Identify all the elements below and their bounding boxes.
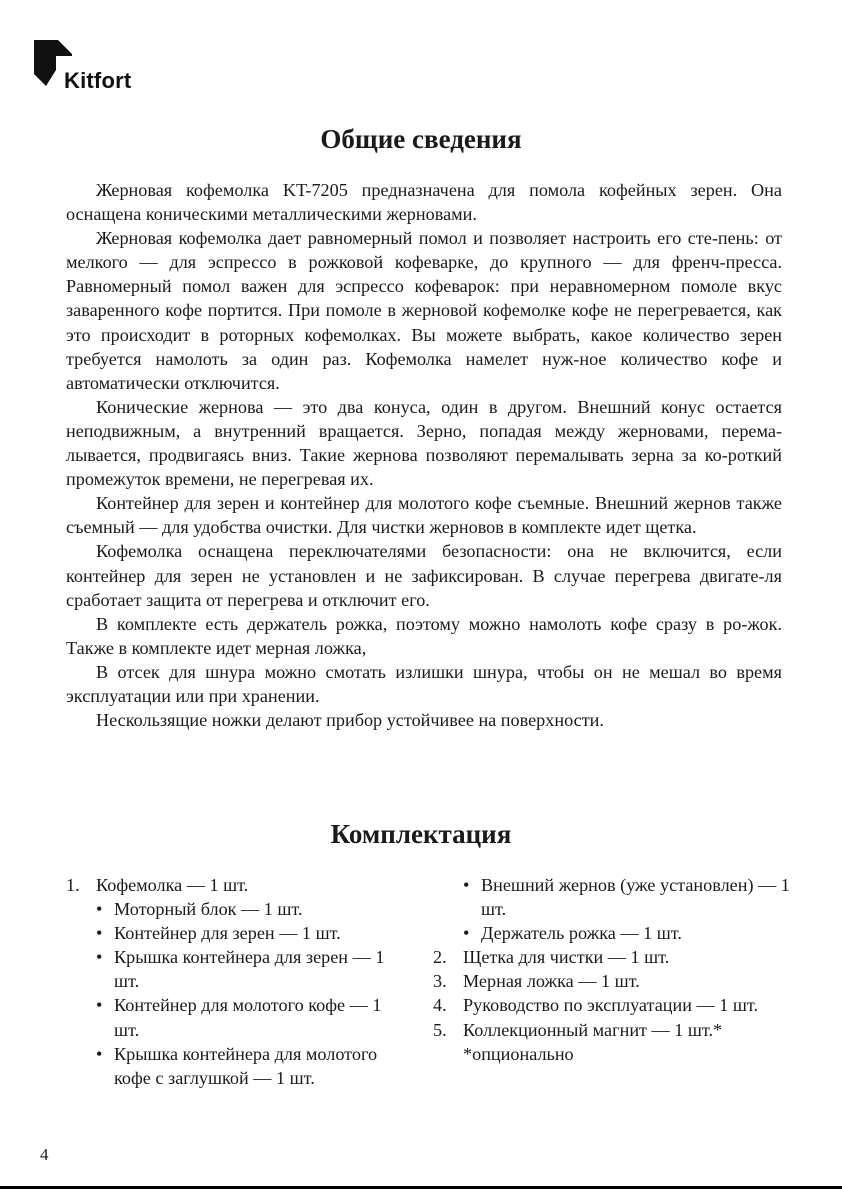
list-item-label: Руководство по эксплуатации — 1 шт. [463,995,759,1016]
list-number: 5. [433,1019,447,1040]
sub-list-item [66,993,411,1041]
list-item-label: Коллекционный магнит — 1 шт.* [463,1019,723,1040]
sub-list-item-label: Моторный блок — 1 шт. [114,899,303,920]
sub-list-item-label: Контейнер для зерен — 1 шт. [114,923,341,944]
sub-list-item [433,873,793,921]
footnote: *опционально [463,1043,574,1064]
bullet-icon: • [96,899,103,920]
list-item [433,945,793,969]
list-item-label: Щетка для чистки — 1 шт. [463,947,670,968]
sub-list-item-label: Крышка контейнера для молотого кофе с заглушкой — 1 шт. [114,1043,378,1088]
sub-list-item [66,1042,411,1090]
paragraph: Жерновая кофемолка KT-7205 предназначена для помола кофейных зерен. Она оснащена коническими металлическими жерновами. [66,180,782,225]
bullet-icon: • [96,1043,103,1064]
kitfort-logo [34,40,131,92]
sub-list-item-label: Внешний жернов (уже установлен) — 1 шт. [481,875,790,920]
section-title-kit: Комплектация [330,819,512,849]
list-number: 4. [433,995,447,1016]
sub-list-item-label: Держатель рожка — 1 шт. [481,923,682,944]
paragraph: Кофемолка оснащена переключателями безопасности: она не включится, если контейнер для зерен не установлен и не зафиксирован. В случае перегрева двигате-ля сработает защита от перегрева и отключит его. [66,541,782,610]
list-item [433,1018,793,1042]
bullet-icon: • [96,995,103,1016]
general-body [66,178,782,732]
sub-list-item [66,945,411,993]
list-number: 3. [433,971,447,992]
sub-list-item [66,897,411,921]
paragraph: Нескользящие ножки делают прибор устойчивее на поверхности. [96,710,604,731]
brand-name: Kitfort [64,68,132,93]
bullet-icon: • [463,875,470,895]
sub-list-item [66,921,411,945]
list-item [66,873,411,897]
paragraph: Конические жернова — это два конуса, один в другом. Внешний конус остается неподвижным, а внутренний вращается. Зерно, попадая между жерновами, перема-лывается, продвигаясь вниз. Такие жернова позволяют перемалывать зерна за ко-роткий промежуток времени, не перегревая их. [66,396,782,490]
list-number: 1. [66,875,80,895]
page-number: 4 [40,1145,49,1164]
sub-list-item-label: Крышка контейнера для зерен — 1 шт. [114,947,385,992]
bullet-icon: • [463,923,470,944]
list-item [433,993,793,1017]
list-item [433,969,793,993]
bullet-icon: • [96,947,103,968]
paragraph: В комплекте есть держатель рожка, поэтому можно намолоть кофе сразу в ро-жок. Также в комплекте идет мерная ложка, [66,613,782,658]
paragraph: Контейнер для зерен и контейнер для молотого кофе съемные. Внешний жернов также съемный — для удобства очистки. Для чистки жерновов в комплекте идет щетка. [66,493,782,538]
paragraph: Жерновая кофемолка дает равномерный помол и позволяет настроить его сте-пень: от мелкого — для эспрессо в рожковой кофеварке, до крупного — для френч-пресса. Равномерный помол важен для эспрессо кофеварок: при неравномерном помоле вкус заваренного кофе портится. При помоле в жерновой кофемолке кофе не перегревается, как это происходит в роторных кофемолках. Вы можете выбрать, какое количество зерен требуется намолоть за один раз. Кофемолка намелет нуж-ное количество кофе и автоматически отключится. [66,228,782,393]
section-title-general: Общие сведения [320,124,522,154]
sub-list-item [433,921,793,945]
sub-list-item-label: Контейнер для молотого кофе — 1 шт. [114,995,382,1040]
kit-list-left [66,873,411,1090]
bullet-icon: • [96,923,103,944]
paragraph: В отсек для шнура можно смотать излишки шнура, чтобы он не мешал во время эксплуатации или при хранении. [66,661,782,706]
list-item-label: Мерная ложка — 1 шт. [463,971,640,992]
kit-list-right [433,873,793,1066]
list-number: 2. [433,947,447,968]
list-item-label: Кофемолка — 1 шт. [96,875,249,895]
